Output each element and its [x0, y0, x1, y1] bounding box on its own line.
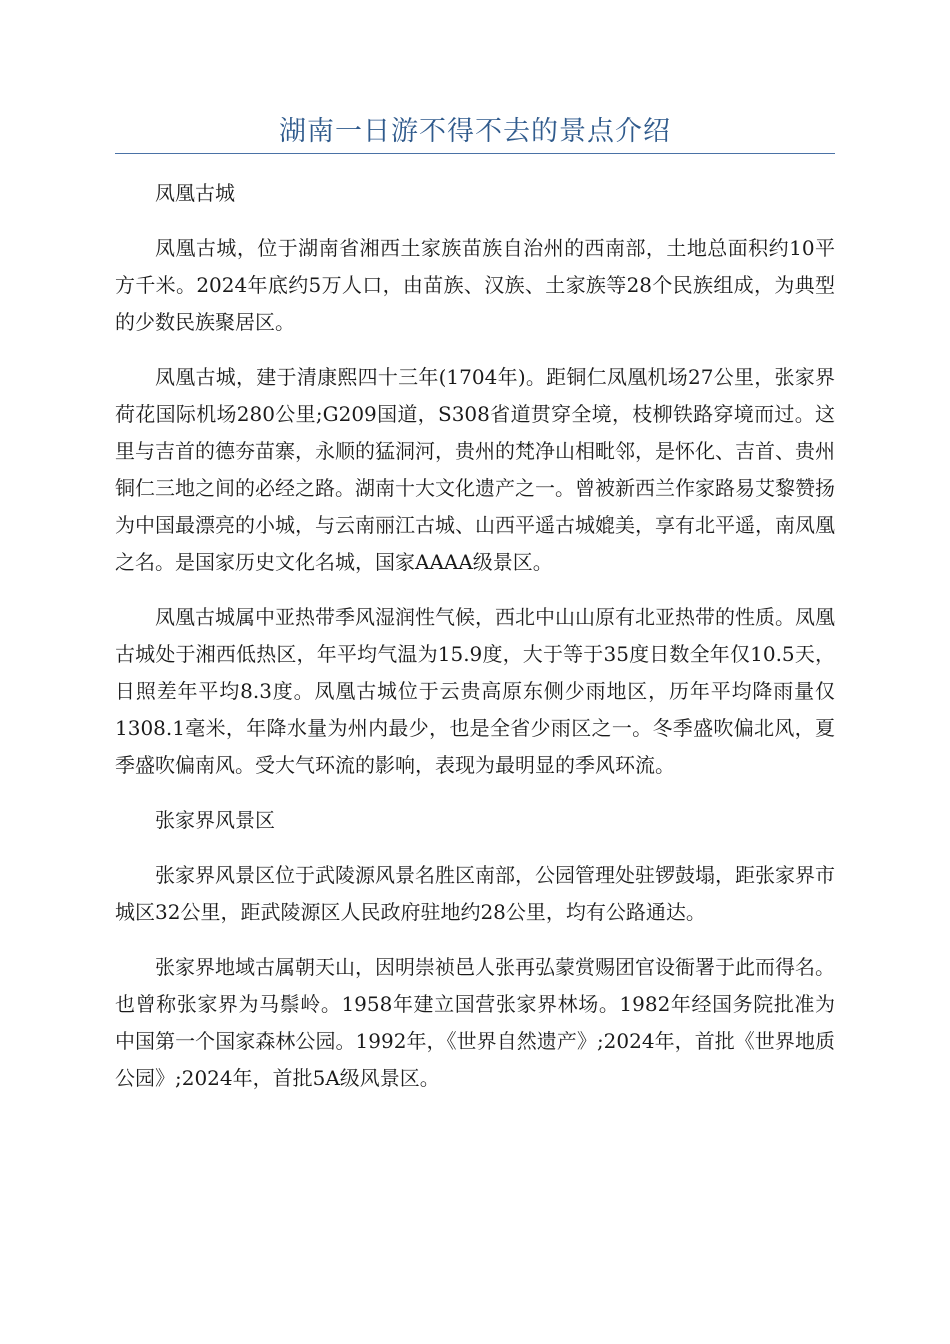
paragraph: 凤凰古城属中亚热带季风湿润性气候，西北中山山原有北亚热带的性质。凤凰古城处于湘西低热区，年平均气温为15.9度，大于等于35度日数全年仅10.5天，日照差年平均8.3度。凤凰古城位于云贵高原东侧少雨地区，历年平均降雨量仅1308.1毫米，年降水量为州内最少，也是全省少雨区之一。冬季盛吹偏北风，夏季盛吹偏南风。受大气环流的影响，表现为最明显的季风环流。: [115, 605, 835, 777]
paragraph: 张家界风景区位于武陵源风景名胜区南部，公园管理处驻锣鼓塌，距张家界市城区32公里，距武陵源区人民政府驻地约28公里，均有公路通达。: [115, 863, 835, 924]
paragraph: 凤凰古城，位于湖南省湘西土家族苗族自治州的西南部，土地总面积约10平方千米。2024年底约5万人口，由苗族、汉族、土家族等28个民族组成，为典型的少数民族聚居区。: [115, 236, 835, 334]
document-body: [115, 175, 835, 1115]
section-heading-fenghuang: 凤凰古城: [155, 181, 235, 205]
paragraph: 张家界地域古属朝天山，因明崇祯邑人张再弘蒙赏赐团官设衙署于此而得名。也曾称张家界为马鬃岭。1958年建立国营张家界林场。1982年经国务院批准为中国第一个国家森林公园。1992年，《世界自然遗产》;2024年，首批《世界地质公园》;2024年，首批5A级风景区。: [115, 955, 835, 1090]
paragraph: 凤凰古城，建于清康熙四十三年(1704年)。距铜仁凤凰机场27公里，张家界荷花国际机场280公里;G209国道，S308省道贯穿全境，枝柳铁路穿境而过。这里与吉首的德夯苗寨，永顺的猛洞河，贵州的梵净山相毗邻，是怀化、吉首、贵州铜仁三地之间的必经之路。湖南十大文化遗产之一。曾被新西兰作家路易艾黎赞扬为中国最漂亮的小城，与云南丽江古城、山西平遥古城媲美，享有北平遥，南凤凰之名。是国家历史文化名城，国家AAAA级景区。: [115, 365, 835, 574]
page-title: 湖南一日游不得不去的景点介绍: [279, 116, 671, 147]
section-heading-zhangjiajie: 张家界风景区: [155, 808, 275, 832]
title-underline: [115, 153, 835, 154]
